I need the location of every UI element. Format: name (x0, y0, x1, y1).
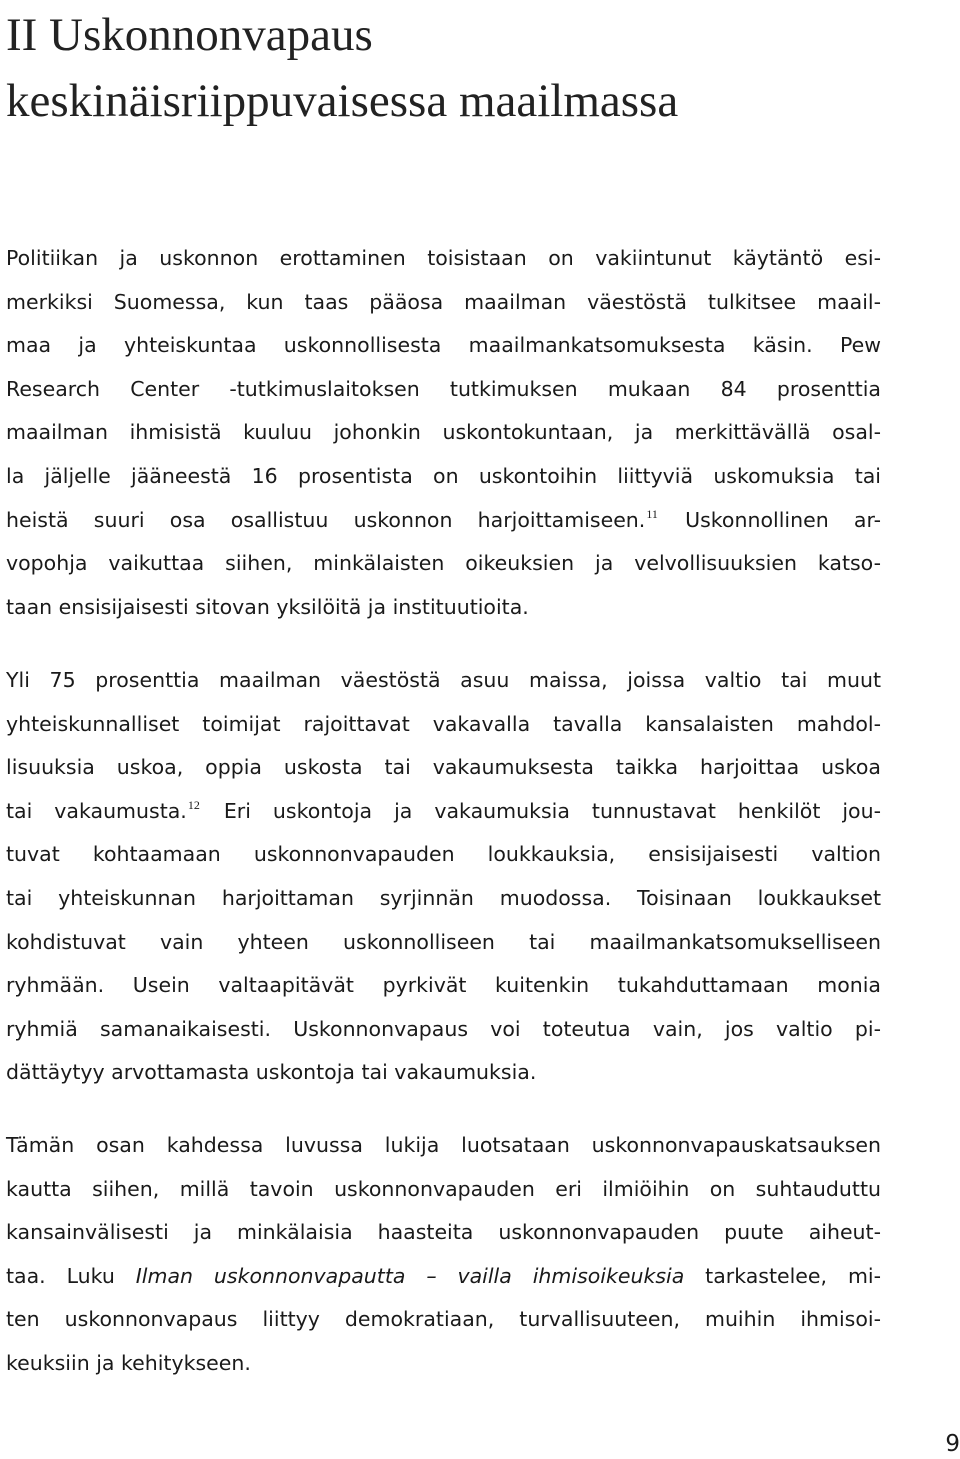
paragraph-line: kohdistuvat vain yhteen uskonnolliseen tai maailmankatsomukselliseen (6, 929, 881, 954)
footnote-marker[interactable]: 12 (187, 797, 200, 812)
paragraph-line: tai yhteiskunnan harjoittaman syrjinnän muodossa. Toisinaan loukkaukset (6, 885, 881, 910)
page-number: 9 (945, 1431, 960, 1457)
paragraph-line-with-italic (6, 1255, 881, 1299)
paragraph-line: lisuuksia uskoa, oppia uskosta tai vakaumuksesta taikka harjoittaa uskoa (6, 755, 881, 780)
paragraph-line: taan ensisijaisesti sitovan yksilöitä ja instituutioita. (6, 594, 529, 619)
paragraph-line: ryhmään. Usein valtaapitävät pyrkivät kuitenkin tukahduttamaan monia (6, 973, 881, 998)
line-text: tai vakaumusta. (6, 798, 187, 823)
line-text: heistä suuri osa osallistuu uskonnon harjoittamiseen. (6, 507, 646, 532)
paragraph-line: merkiksi Suomessa, kun taas pääosa maailman väestöstä tulkitsee maail- (6, 289, 881, 314)
paragraph-line: Research Center -tutkimuslaitoksen tutkimuksen mukaan 84 prosenttia (6, 376, 881, 401)
line-text: taa. Luku (6, 1263, 136, 1288)
paragraph-2 (6, 659, 881, 1095)
paragraph-line-with-footnote (6, 499, 881, 543)
line-text: Uskonnollinen ar- (685, 507, 881, 532)
chapter-title-line-2: keskinäisriippuvaisessa maailmassa (6, 75, 679, 127)
paragraph-line: Yli 75 prosenttia maailman väestöstä asuu maissa, joissa valtio tai muut (6, 668, 881, 692)
paragraph-3 (6, 1124, 881, 1386)
paragraph-line: kansainvälisesti ja minkälaisia haasteita uskonnonvapauden puute aiheut- (6, 1220, 881, 1245)
footnote-marker[interactable]: 11 (646, 506, 658, 521)
paragraph-line: keuksiin ja kehitykseen. (6, 1350, 251, 1375)
paragraph-line: maa ja yhteiskuntaa uskonnollisesta maailmankatsomuksesta käsin. Pew (6, 333, 881, 358)
paragraph-line-with-footnote (6, 790, 881, 834)
paragraph-line: ryhmiä samanaikaisesti. Uskonnonvapaus voi toteutua vain, jos valtio pi- (6, 1016, 881, 1041)
paragraph-line: kautta siihen, millä tavoin uskonnonvapauden eri ilmiöihin on suhtauduttu (6, 1176, 881, 1201)
paragraph-line: yhteiskunnalliset toimijat rajoittavat vakavalla tavalla kansalaisten mahdol- (6, 711, 881, 736)
paragraph-line: Tämän osan kahdessa luvussa lukija luotsataan uskonnonvapauskatsauksen (6, 1133, 881, 1157)
paragraph-line: dättäytyy arvottamasta uskontoja tai vakaumuksia. (6, 1060, 537, 1085)
chapter-title-line-1: II Uskonnonvapaus (6, 9, 373, 61)
line-text: tarkastelee, mi- (684, 1263, 882, 1288)
paragraph-line: vopohja vaikuttaa siihen, minkälaisten oikeuksien ja velvollisuuksien katso- (6, 551, 881, 576)
paragraph-1 (6, 237, 881, 629)
paragraph-line: maailman ihmisistä kuuluu johonkin uskontokuntaan, ja merkittävällä osal- (6, 420, 881, 445)
paragraph-line: la jäljelle jääneestä 16 prosentista on uskontoihin liittyviä uskomuksia tai (6, 463, 881, 488)
line-text: Eri uskontoja ja vakaumuksia tunnustavat henkilöt jou- (223, 798, 881, 823)
chapter-reference: Ilman uskonnonvapautta – vailla ihmisoikeuksia (135, 1263, 685, 1288)
paragraph-line: ten uskonnonvapaus liittyy demokratiaan, turvallisuuteen, muihin ihmisoi- (6, 1307, 881, 1332)
paragraph-line: tuvat kohtaamaan uskonnonvapauden loukkauksia, ensisijaisesti valtion (6, 842, 881, 867)
chapter-title (6, 2, 678, 134)
paragraph-line: Politiikan ja uskonnon erottaminen toisistaan on vakiintunut käytäntö esi- (6, 246, 881, 270)
